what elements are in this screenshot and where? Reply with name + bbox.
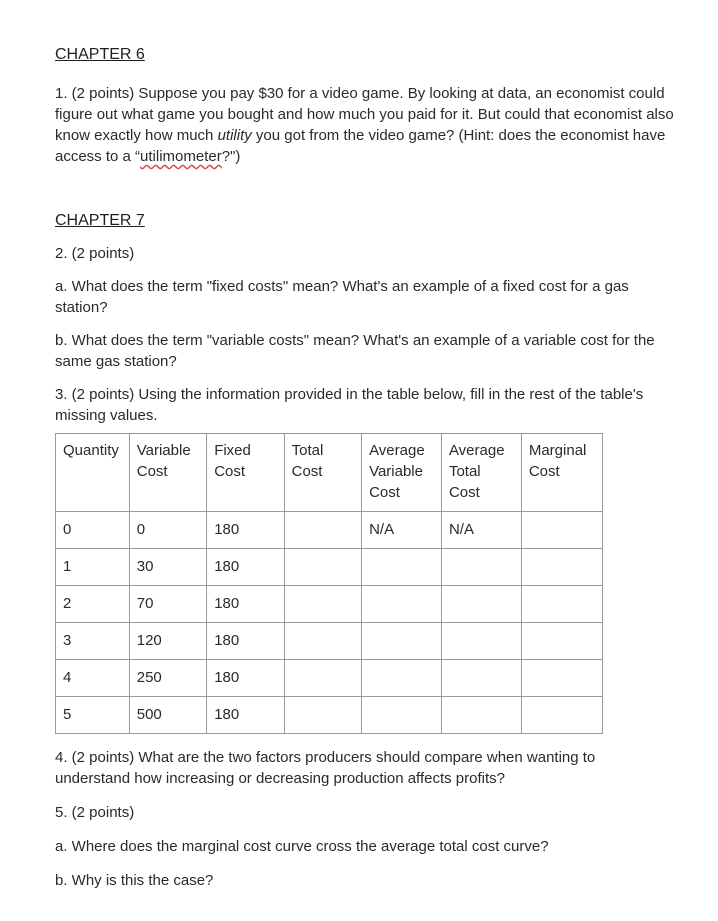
question-2: 2. (2 points) [55,245,135,262]
question-4: 4. (2 points) What are the two factors producers should compare when wanting to understand how increasing or decreasing production affects profits? [55,749,596,787]
header-variable-cost: Variable Cost [129,434,206,512]
question-5a: a. Where does the marginal cost curve cross the average total cost curve? [55,838,549,855]
cell-variable-cost: 0 [129,512,206,549]
cell-total-cost[interactable] [284,512,361,549]
question-5b: b. Why is this the case? [55,872,214,889]
cell-average-variable-cost[interactable] [362,697,442,734]
cell-fixed-cost: 180 [207,623,284,660]
cell-average-variable-cost[interactable] [362,623,442,660]
cell-quantity: 2 [56,586,130,623]
header-fixed-cost: Fixed Cost [207,434,284,512]
table-row [56,512,603,549]
cell-average-variable-cost[interactable] [362,549,442,586]
question-1-text-start: 1. (2 points) Suppose you pay $30 for a video game. By looking at data, an economist could figure out what game you bought and how much you paid for it. But could that economist also know exactly how much [55,85,674,144]
cell-total-cost[interactable] [284,549,361,586]
question-3: 3. (2 points) Using the information provided in the table below, fill in the rest of the table's missing values. [55,386,644,424]
cell-average-total-cost[interactable] [441,623,521,660]
table-row [56,549,603,586]
header-average-total-cost: Average Total Cost [441,434,521,512]
cell-quantity: 4 [56,660,130,697]
cell-average-total-cost[interactable] [441,549,521,586]
header-quantity: Quantity [56,434,130,512]
cell-quantity: 1 [56,549,130,586]
header-average-variable-cost: Average Variable Cost [362,434,442,512]
table-row [56,697,603,734]
cell-fixed-cost: 180 [207,512,284,549]
question-2a: a. What does the term "fixed costs" mean? What's an example of a fixed cost for a gas station? [55,278,629,316]
cell-variable-cost: 30 [129,549,206,586]
cell-variable-cost: 70 [129,586,206,623]
cell-average-variable-cost: N/A [362,512,442,549]
cell-average-total-cost[interactable] [441,660,521,697]
cell-marginal-cost[interactable] [521,586,602,623]
cell-quantity: 3 [56,623,130,660]
table-row [56,586,603,623]
question-1-utility-word: utility [217,127,252,144]
cell-average-variable-cost[interactable] [362,586,442,623]
cost-table [55,433,603,734]
cell-total-cost[interactable] [284,586,361,623]
cell-fixed-cost: 180 [207,549,284,586]
cell-average-total-cost[interactable] [441,586,521,623]
chapter-6-heading: CHAPTER 6 [55,46,145,63]
cell-total-cost[interactable] [284,623,361,660]
cell-total-cost[interactable] [284,660,361,697]
cell-marginal-cost[interactable] [521,512,602,549]
cell-average-variable-cost[interactable] [362,660,442,697]
cell-total-cost[interactable] [284,697,361,734]
question-1 [55,83,687,167]
cell-variable-cost: 250 [129,660,206,697]
table-row [56,660,603,697]
cell-fixed-cost: 180 [207,697,284,734]
cell-average-total-cost: N/A [441,512,521,549]
cell-marginal-cost[interactable] [521,623,602,660]
cell-marginal-cost[interactable] [521,697,602,734]
cell-quantity: 5 [56,697,130,734]
chapter-7-heading: CHAPTER 7 [55,212,145,229]
cell-variable-cost: 120 [129,623,206,660]
question-1-text-end: ?") [221,148,241,165]
question-1-utilimometer-word: utilimometer [140,148,222,165]
cell-average-total-cost[interactable] [441,697,521,734]
question-5: 5. (2 points) [55,804,135,821]
worksheet-page [55,44,695,891]
table-row [56,623,603,660]
table-header-row [56,434,603,512]
cell-marginal-cost[interactable] [521,549,602,586]
header-marginal-cost: Marginal Cost [521,434,602,512]
cell-fixed-cost: 180 [207,586,284,623]
cell-quantity: 0 [56,512,130,549]
header-total-cost: Total Cost [284,434,361,512]
cell-fixed-cost: 180 [207,660,284,697]
question-1-text-middle: you got from the video game? (Hint: does the economist have access to a “ [55,127,666,165]
question-2b: b. What does the term "variable costs" mean? What's an example of a variable cost for the same gas station? [55,332,655,370]
cell-variable-cost: 500 [129,697,206,734]
cell-marginal-cost[interactable] [521,660,602,697]
